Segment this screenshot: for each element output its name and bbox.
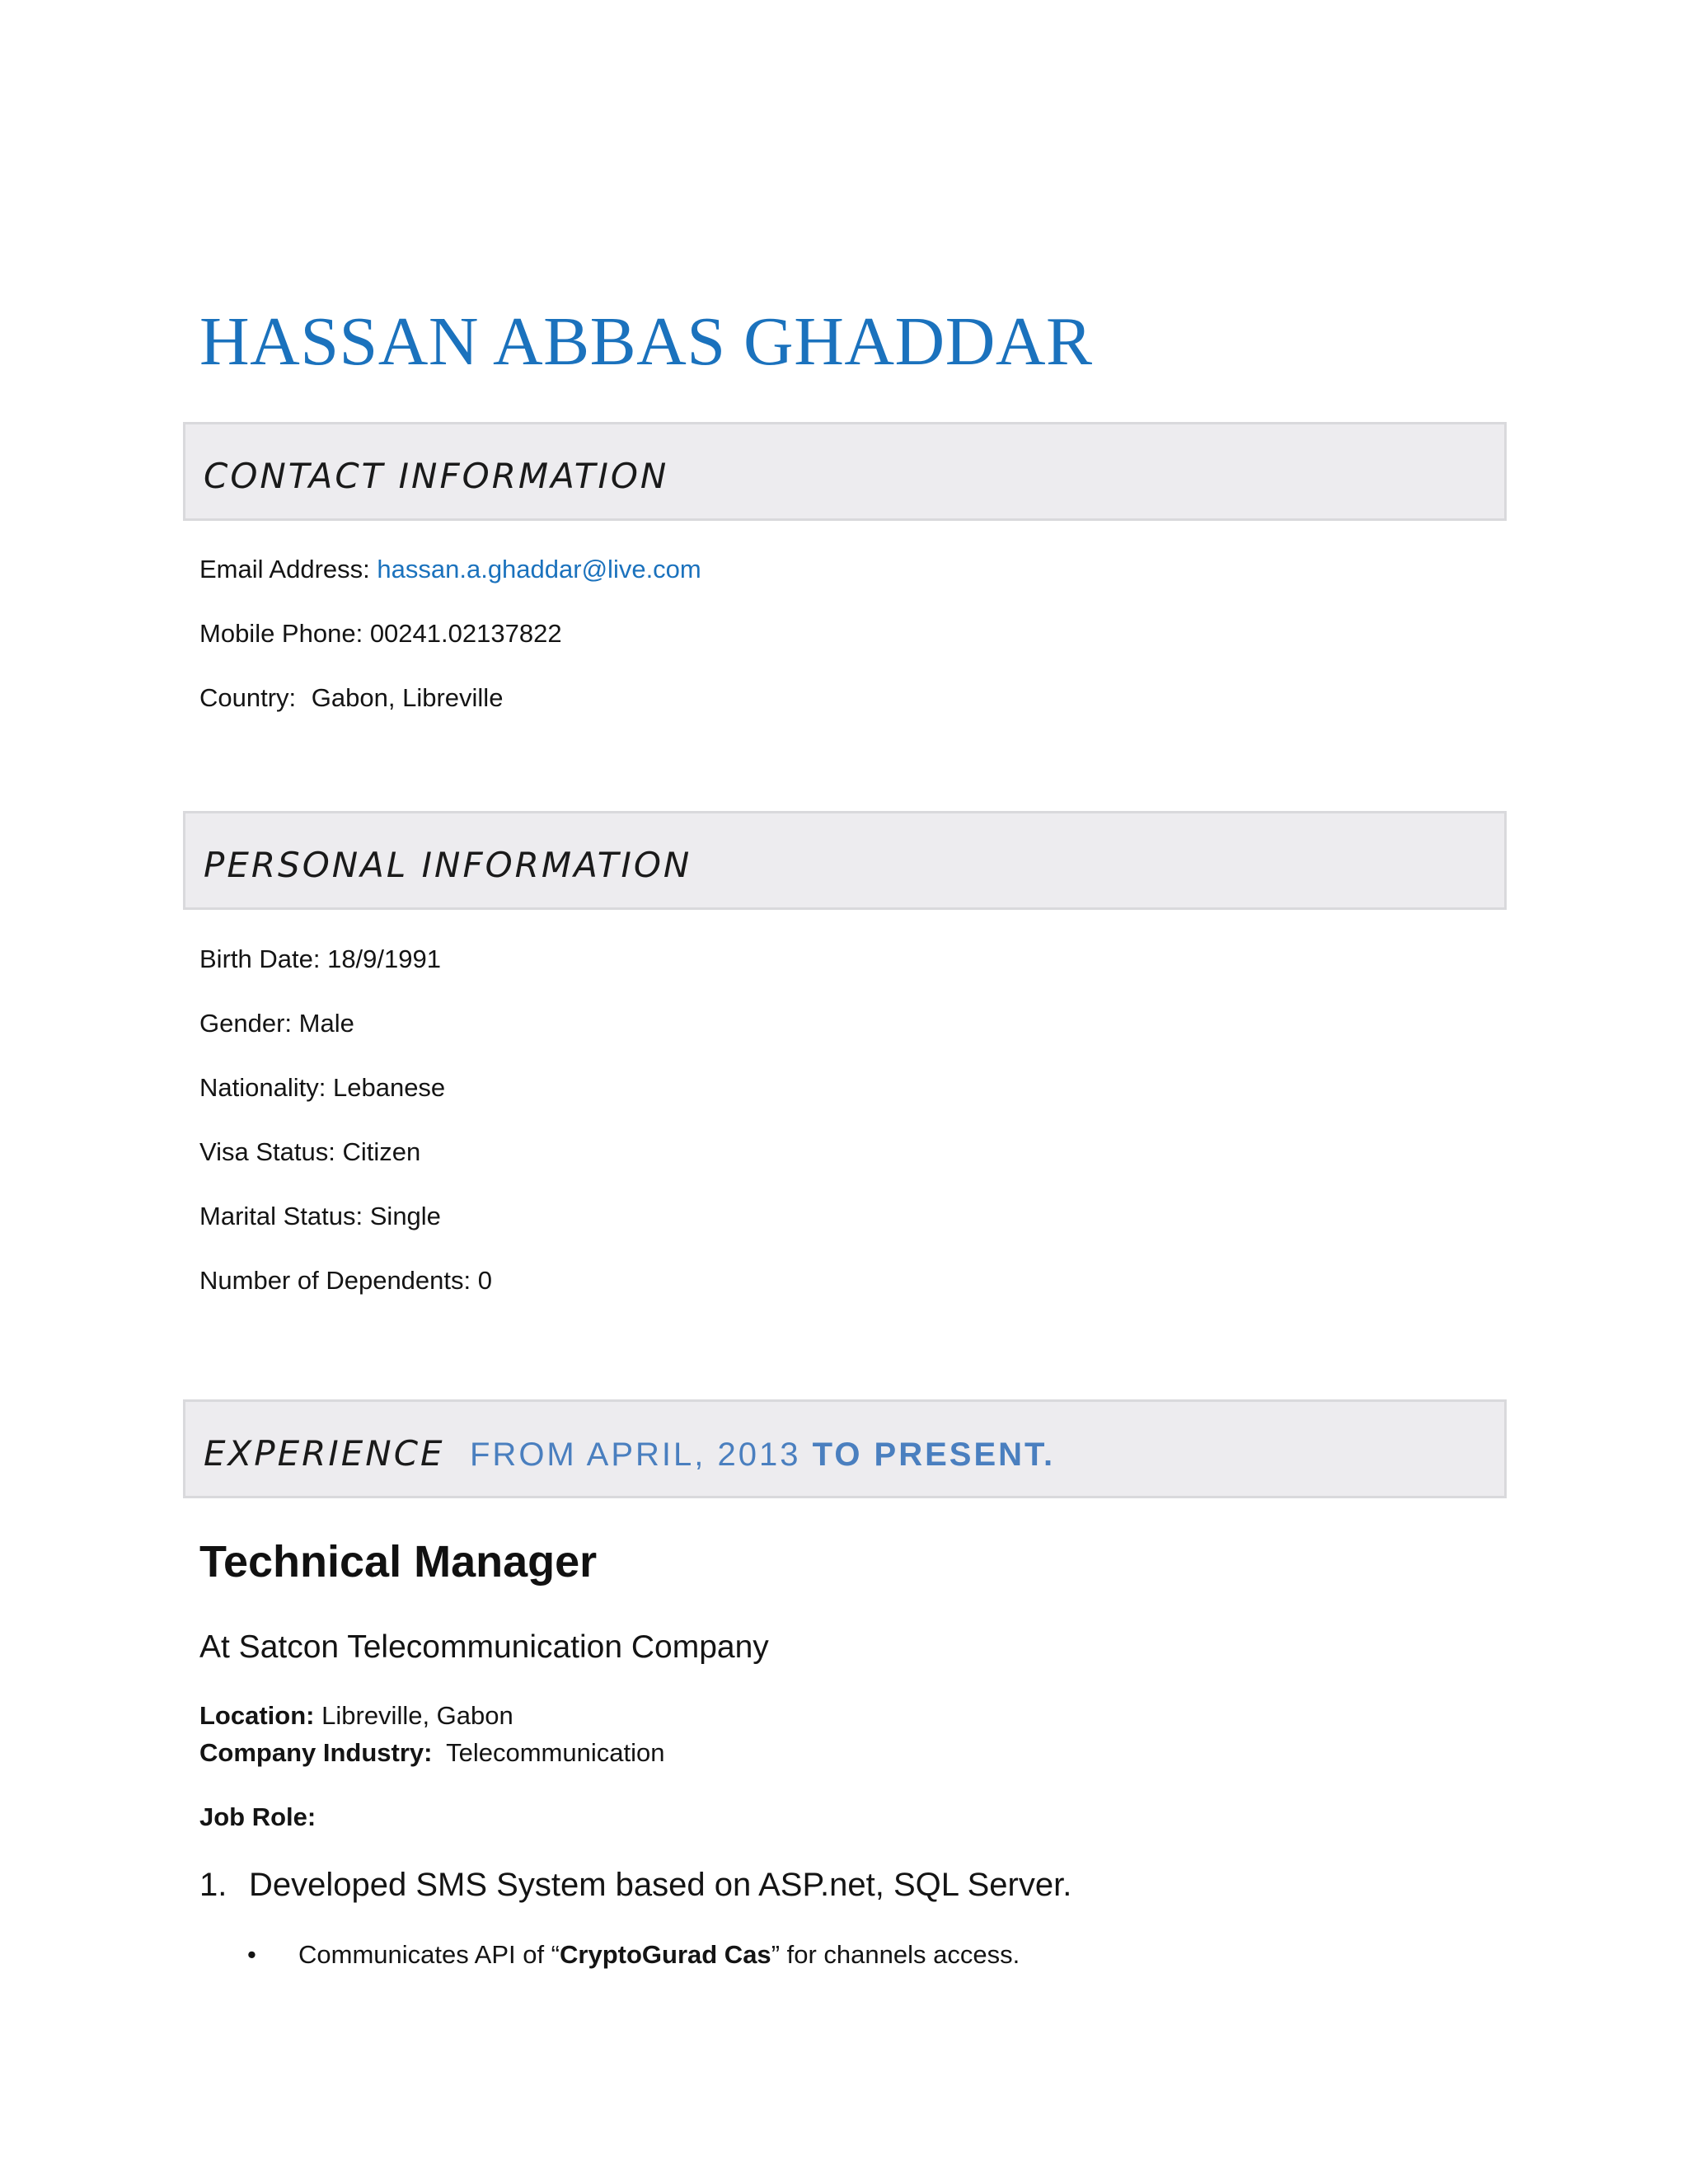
- mobile-row: [199, 617, 562, 650]
- dependents-value: 0: [477, 1266, 493, 1295]
- marital-status-row: [199, 1200, 441, 1233]
- bullet-dot-icon: •: [247, 1940, 256, 1969]
- job-role-item: [199, 1864, 1071, 1905]
- company-name: At Satcon Telecommunication Company: [199, 1629, 769, 1665]
- job-title: Technical Manager: [199, 1537, 598, 1586]
- bullet-bold: CryptoGurad Cas: [560, 1940, 771, 1969]
- bullet-suffix: ” for channels access.: [771, 1940, 1020, 1969]
- job-role-item-number: 1.: [199, 1867, 227, 1903]
- experience-section-title: EXPERIENCE: [204, 1433, 445, 1474]
- visa-status-row: [199, 1136, 420, 1169]
- industry-label: Company Industry:: [199, 1738, 433, 1767]
- job-role-bullet: [247, 1938, 1020, 1971]
- dependents-label: Number of Dependents:: [199, 1266, 471, 1295]
- industry-value: Telecommunication: [446, 1738, 665, 1767]
- location-label: Location:: [199, 1701, 315, 1730]
- personal-section-header: [183, 811, 1507, 910]
- experience-from: FROM APRIL, 2013: [470, 1436, 801, 1473]
- industry-row: [199, 1736, 664, 1769]
- gender-row: [199, 1007, 354, 1040]
- country-label: Country:: [199, 683, 297, 712]
- dependents-row: [199, 1264, 492, 1297]
- job-role-label: Job Role:: [199, 1802, 316, 1831]
- job-role-item-text: Developed SMS System based on ASP.net, SQL Server.: [249, 1867, 1072, 1903]
- visa-status-value: Citizen: [342, 1137, 421, 1166]
- location-row: [199, 1699, 513, 1732]
- country-row: [199, 682, 503, 715]
- mobile-label: Mobile Phone:: [199, 619, 363, 648]
- marital-status-value: Single: [369, 1202, 441, 1230]
- experience-to: TO PRESENT.: [812, 1436, 1056, 1473]
- gender-label: Gender:: [199, 1009, 293, 1038]
- email-link[interactable]: hassan.a.ghaddar@live.com: [377, 555, 701, 583]
- nationality-value: Lebanese: [332, 1073, 446, 1102]
- email-row: [199, 553, 701, 586]
- nationality-row: [199, 1071, 445, 1104]
- experience-date-range: [470, 1435, 1055, 1474]
- country-value: Gabon, Libreville: [311, 683, 504, 712]
- birth-date-label: Birth Date:: [199, 944, 321, 973]
- email-label: Email Address:: [199, 555, 370, 583]
- job-role-row: [199, 1801, 316, 1834]
- contact-section-title: CONTACT INFORMATION: [204, 456, 669, 496]
- marital-status-label: Marital Status:: [199, 1202, 363, 1230]
- nationality-label: Nationality:: [199, 1073, 326, 1102]
- mobile-value: 00241.02137822: [369, 619, 562, 648]
- gender-value: Male: [298, 1009, 354, 1038]
- bullet-prefix: Communicates API of “: [298, 1940, 560, 1969]
- location-value: Libreville, Gabon: [321, 1701, 513, 1730]
- resume-name: HASSAN ABBAS GHADDAR: [199, 303, 1093, 380]
- visa-status-label: Visa Status:: [199, 1137, 335, 1166]
- personal-section-title: PERSONAL INFORMATION: [204, 845, 692, 885]
- birth-date-row: [199, 943, 441, 976]
- birth-date-value: 18/9/1991: [327, 944, 441, 973]
- experience-section-header: [183, 1399, 1507, 1498]
- contact-section-header: [183, 422, 1507, 521]
